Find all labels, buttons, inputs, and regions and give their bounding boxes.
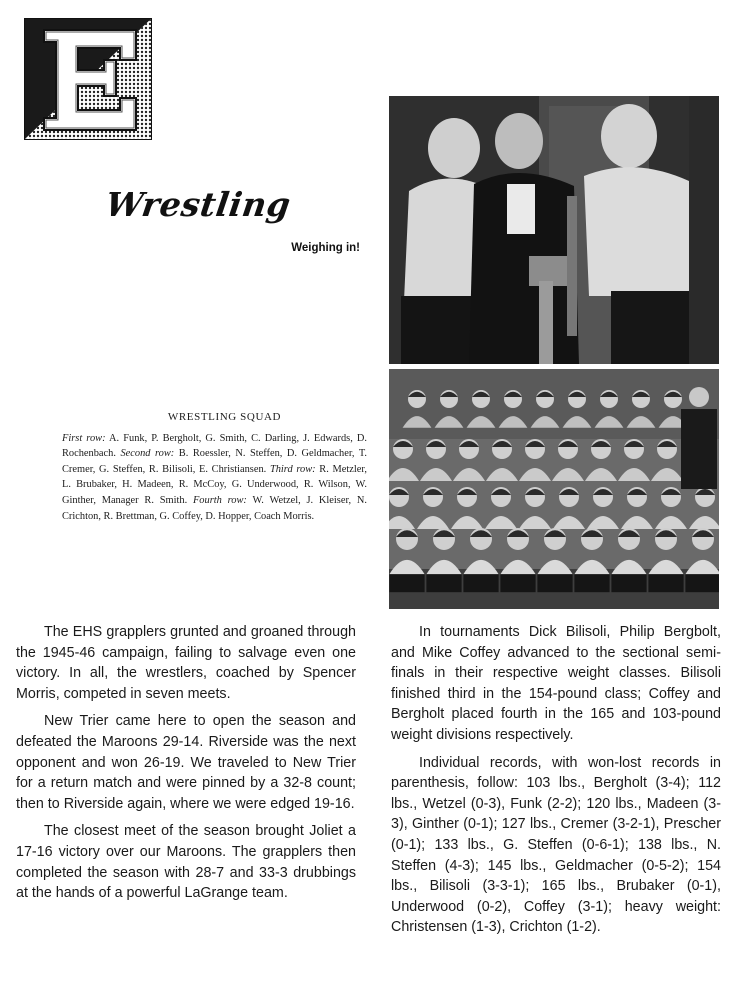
squad-row-label: First row: bbox=[62, 432, 106, 444]
wrestling-squad-illustration bbox=[389, 369, 719, 609]
squad-row-label: Fourth row: bbox=[192, 494, 247, 506]
squad-row-names: B. Roessler, N. Steffen, D. Geldmacher, T. Cremer, G. Steffen, R. Bilisoli, E. Christiansen. bbox=[62, 448, 367, 475]
squad-row-names: R. Metzler, L. Brubaker, H. Madeen, R. McCoy, G. Underwood, R. Wilson, W. Ginther, Manager R. Smith. bbox=[62, 463, 367, 506]
weighing-in-photo bbox=[389, 96, 719, 364]
photo-caption: Weighing in! bbox=[291, 242, 360, 254]
article-paragraph: In tournaments Dick Bilisoli, Philip Bergbolt, and Mike Coffey advanced to the sectional semi-finals in their respective weight classes. Bilisoli finished third in the 154-pound class; Coffey and Bergholt placed fourth in the 165 and 103-pound weight divisions respectively. bbox=[391, 624, 721, 743]
article-right-column bbox=[391, 622, 721, 945]
article-paragraph: New Trier came here to open the season and defeated the Maroons 29-14. Riverside was the next opponent and won 26-19. We traveled to New Trier for a return match and were pinned by a 32-8 count; then to Riverside again, where we were edged 19-16. bbox=[16, 713, 356, 812]
article-paragraph: Individual records, with won-lost records in parenthesis, follow: 103 lbs., Bergholt (3-4); 112 lbs., Wetzel (0-3), Funk (2-2); 120 lbs., Madeen (3-3), Ginther (0-1); 127 lbs., Cremer (3-2-1), Prescher (0-1); 133 lbs., G. Steffen (0-6-1); 138 lbs., N. Steffen (4-3); 145 lbs., Geldmacher (0-5-2); 154 lbs., Bilisoli (3-3-1); 165 lbs., Brubaker (0-1), Underwood (0-2), Coffey (3-1); heavy weight: Christensen (1-3), Crichton (1-2). bbox=[391, 754, 721, 936]
squad-row-label: Third row: bbox=[269, 463, 316, 475]
wrestling-squad-photo bbox=[389, 369, 719, 609]
squad-row-names: A. Funk, P. Bergholt, G. Smith, C. Darling, J. Edwards, D. Rochenbach. bbox=[62, 432, 367, 460]
logo-letter-e bbox=[24, 18, 152, 140]
squad-row-names: W. Wetzel, J. Kleiser, N. Crichton, R. Brettman, G. Coffey, D. Hopper, Coach Morris. bbox=[62, 494, 367, 522]
article-paragraph: The EHS grapplers grunted and groaned through the 1945-46 campaign, failing to salvage even one victory. In all, the wrestlers, coached by Spencer Morris, competed in seven meets. bbox=[16, 624, 356, 702]
squad-row-label: Second row: bbox=[120, 448, 175, 460]
squad-list bbox=[62, 410, 367, 524]
weighing-in-illustration bbox=[389, 96, 719, 364]
squad-heading: WRESTLING SQUAD bbox=[167, 411, 282, 423]
article-paragraph: The closest meet of the season brought Joliet a 17-16 victory over our Maroons. The grapplers then completed the season with 28-7 and 33-3 drubbings at the hands of a powerful LaGrange team. bbox=[16, 823, 356, 902]
page-title: Wrestling bbox=[103, 185, 294, 224]
squad-rows bbox=[62, 431, 367, 525]
article-left-column bbox=[16, 622, 356, 911]
